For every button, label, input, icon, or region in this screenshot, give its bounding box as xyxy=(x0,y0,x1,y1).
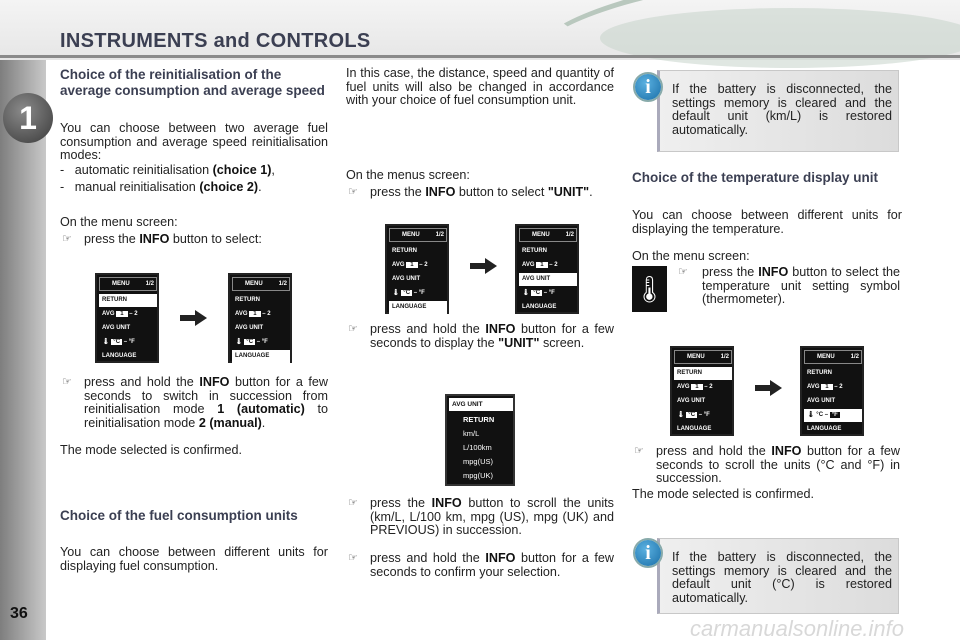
info-icon: i xyxy=(633,538,663,568)
para-units-changed: In this case, the distance, speed and quantity of fuel units will also be changed in accordance with your choice of fuel consumption unit. xyxy=(346,66,614,108)
page-number: 36 xyxy=(10,605,28,622)
menu-label: On the menus screen: xyxy=(346,168,470,182)
step-scroll-units: press the INFO button to scroll the units (km/L, L/100 km, mpg (US), mpg (UK) and PREVIOUS) in succession. xyxy=(370,496,614,538)
menu-screen-6 xyxy=(800,346,864,436)
info-box-fuel xyxy=(657,70,899,152)
screen-row-avg: AVG 1 – 2 xyxy=(102,311,138,317)
screen-row-avg: AVG 1 – 2 xyxy=(807,384,843,390)
screen-row-avgunit: AVG UNIT xyxy=(519,273,577,286)
list-item-manual: - manual reinitialisation (choice 2). xyxy=(60,180,262,194)
bullet-icon: ☞ xyxy=(348,323,358,335)
side-tab xyxy=(0,60,46,640)
unit-row-mpg-uk: mpg(UK) xyxy=(463,471,494,480)
screen-menu-header: MENU 1/2 xyxy=(804,350,862,364)
para-fuel-units: You can choose between different units for displaying fuel consumption. xyxy=(60,545,328,573)
heading-temperature: Choice of the temperature display unit xyxy=(632,170,879,185)
screen-menu-header: MENU 1/2 xyxy=(232,277,290,291)
bullet-icon: ☞ xyxy=(348,186,358,198)
unit-screen-title: AVG UNIT xyxy=(449,398,513,411)
menu-screen-4 xyxy=(515,224,579,314)
screen-menu-header: MENU 1/2 xyxy=(389,228,447,242)
screen-row-return: RETURN xyxy=(99,294,157,307)
step-hold: press and hold the INFO button for a few seconds to switch in succession from reinitialisation mode 1 (automatic) to reinitialisation mode 2 (manual). xyxy=(84,375,328,430)
screen-row-avg: AVG 1 – 2 xyxy=(392,262,428,268)
screen-row-language: LANGUAGE xyxy=(389,301,447,314)
unit-row-l100km: L/100km xyxy=(463,443,492,452)
screen-row-avgunit: AVG UNIT xyxy=(392,276,421,282)
info-icon: i xyxy=(633,72,663,102)
bullet-icon: ☞ xyxy=(678,266,688,278)
menu-screen-5 xyxy=(670,346,734,436)
bullet-icon: ☞ xyxy=(634,445,644,457)
heading-fuel-units: Choice of the fuel consumption units xyxy=(60,508,298,523)
step-hold-unit: press and hold the INFO button for a few seconds to display the "UNIT" screen. xyxy=(370,322,614,350)
menu-screen-1 xyxy=(95,273,159,363)
screen-row-return: RETURN xyxy=(807,370,832,376)
para-reinit: You can choose between two average fuel consumption and average speed reinitialisation modes: xyxy=(60,121,328,163)
chapter-badge: 1 xyxy=(3,93,53,143)
screen-menu-header: MENU 1/2 xyxy=(99,277,157,291)
info-text-temp: If the battery is disconnected, the settings memory is cleared and the default unit (°C) is restored automatically. xyxy=(672,550,892,605)
screen-row-avg: AVG 1 – 2 xyxy=(235,311,271,317)
arrow-right-icon xyxy=(180,310,208,326)
screen-row-return: RETURN xyxy=(522,248,547,254)
screen-row-temp: 🌡 °C – °F xyxy=(392,290,425,296)
screen-row-avgunit: AVG UNIT xyxy=(807,398,836,404)
screen-row-temp: 🌡 °C – °F xyxy=(102,339,135,345)
screen-row-avgunit: AVG UNIT xyxy=(235,325,264,331)
para-temperature: You can choose between different units for displaying the temperature. xyxy=(632,208,902,236)
bullet-icon: ☞ xyxy=(62,376,72,388)
screen-row-language: LANGUAGE xyxy=(522,304,557,310)
unit-screen xyxy=(445,394,515,486)
mode-confirmed-temp: The mode selected is confirmed. xyxy=(632,487,814,501)
page-title: INSTRUMENTS and CONTROLS xyxy=(60,30,371,52)
watermark: carmanualsonline.info xyxy=(690,616,905,641)
arrow-right-icon xyxy=(470,258,498,274)
screen-row-temp: 🌡 °C – °F xyxy=(804,409,862,422)
menu-screen-3 xyxy=(385,224,449,314)
screen-menu-header: MENU 1/2 xyxy=(519,228,577,242)
unit-row-return: RETURN xyxy=(463,415,495,424)
header-rule xyxy=(0,55,960,58)
screen-row-return: RETURN xyxy=(392,248,417,254)
mode-confirmed: The mode selected is confirmed. xyxy=(60,443,242,457)
screen-menu-header: MENU 1/2 xyxy=(674,350,732,364)
thermometer-icon: 🌡 xyxy=(632,266,667,312)
screen-row-avg: AVG 1 – 2 xyxy=(522,262,558,268)
step-select-temp: press the INFO button to select the temperature unit setting symbol (thermometer). xyxy=(702,265,900,307)
screen-row-language: LANGUAGE xyxy=(807,426,842,432)
bullet-icon: ☞ xyxy=(348,552,358,564)
step-select-unit: press the INFO button to select "UNIT". xyxy=(370,185,593,199)
menu-label: On the menu screen: xyxy=(60,215,178,229)
screen-row-avgunit: AVG UNIT xyxy=(677,398,706,404)
info-text-fuel: If the battery is disconnected, the settings memory is cleared and the default unit (km/L) is restored automatically. xyxy=(672,82,892,137)
menu-screen-2 xyxy=(228,273,292,363)
list-item-auto: - automatic reinitialisation (choice 1), xyxy=(60,163,275,177)
info-box-temp xyxy=(657,538,899,614)
screen-row-temp: 🌡 °C – °F xyxy=(235,339,268,345)
screen-row-temp: 🌡 °C – °F xyxy=(677,412,710,418)
unit-row-kml: km/L xyxy=(463,429,480,438)
screen-row-avgunit: AVG UNIT xyxy=(102,325,131,331)
screen-row-temp: 🌡 °C – °F xyxy=(522,290,555,296)
screen-row-avg: AVG 1 – 2 xyxy=(677,384,713,390)
screen-row-language: LANGUAGE xyxy=(232,350,290,363)
bullet-icon: ☞ xyxy=(348,497,358,509)
arrow-right-icon xyxy=(755,380,783,396)
screen-row-return: RETURN xyxy=(674,367,732,380)
heading-reinit: Choice of the reinitialisation of the average consumption and average speed xyxy=(60,67,325,98)
step-select: press the INFO button to select: xyxy=(84,232,262,246)
step-scroll-temp: press and hold the INFO button for a few seconds to scroll the units (°C and °F) in succession. xyxy=(656,444,900,486)
bullet-icon: ☞ xyxy=(62,233,72,245)
unit-row-mpg-us: mpg(US) xyxy=(463,457,494,466)
screen-row-return: RETURN xyxy=(235,297,260,303)
screen-row-language: LANGUAGE xyxy=(677,426,712,432)
step-confirm-unit: press and hold the INFO button for a few seconds to confirm your selection. xyxy=(370,551,614,579)
screen-row-language: LANGUAGE xyxy=(102,353,137,359)
menu-label: On the menu screen: xyxy=(632,249,750,263)
